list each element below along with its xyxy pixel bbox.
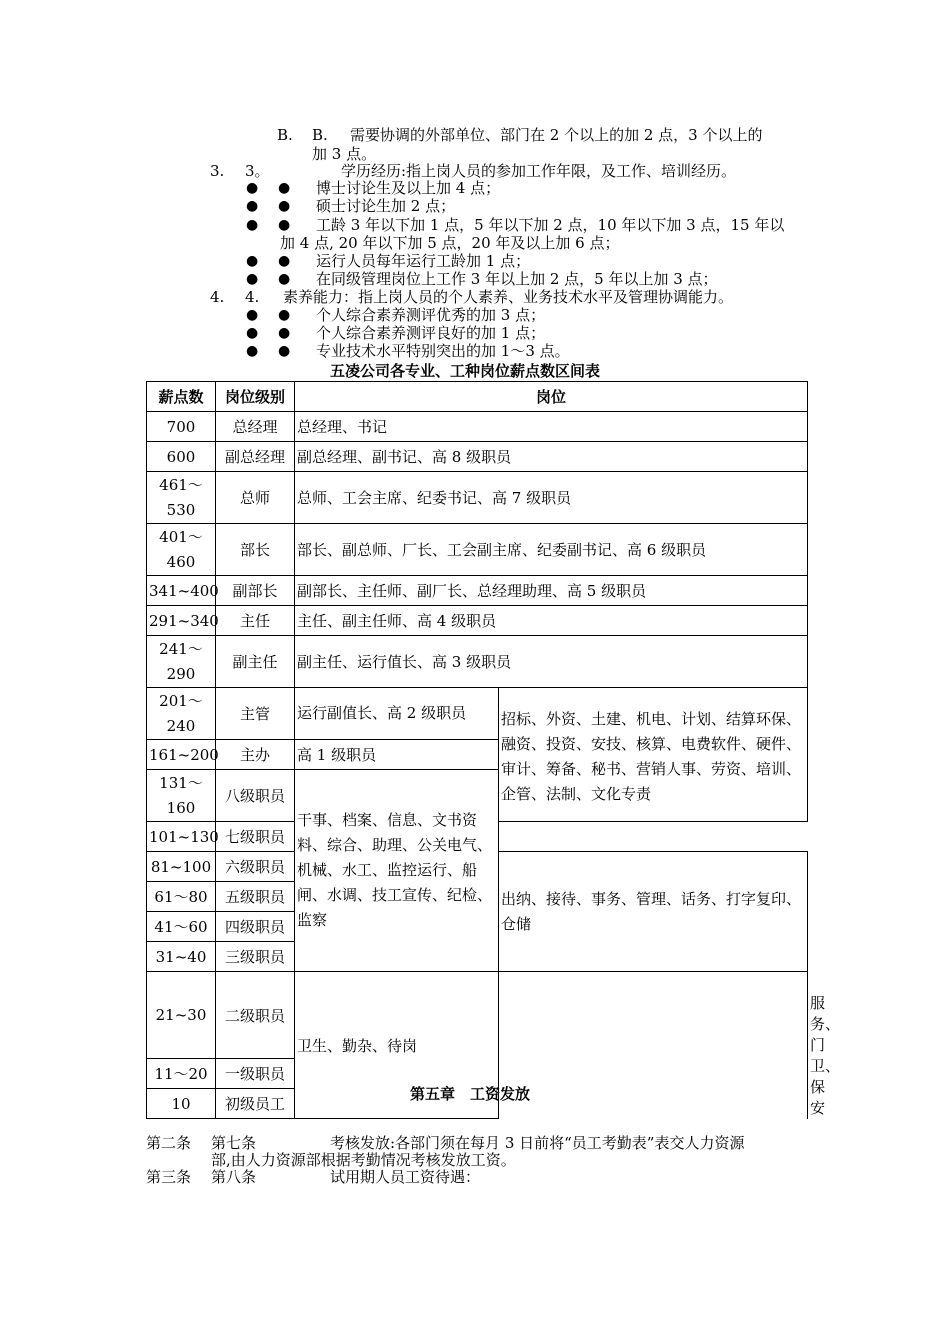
cell-level: 副主任 — [216, 636, 295, 688]
cell-positions: 副总经理、副书记、高 8 级职员 — [295, 442, 808, 472]
cell-level: 八级职员 — [216, 770, 295, 822]
cell-points: 31~40 — [147, 942, 216, 972]
bullet-icon: ● — [246, 325, 259, 341]
item3-marker: 3。 — [245, 162, 270, 180]
cell-level: 二级职员 — [216, 972, 295, 1059]
cell-level: 副总经理 — [216, 442, 295, 472]
cell-points: 401～460 — [147, 524, 216, 576]
bullet3-text: 博士讨论生及以上加 4 点； — [316, 179, 501, 197]
bullet3-text-cont: 加 4 点, 20 年以下加 5 点，20 年及以上加 6 点； — [280, 234, 620, 252]
cell-positions: 部长、副总师、厂长、工会副主席、纪委副书记、高 6 级职员 — [295, 524, 808, 576]
cell-level: 七级职员 — [216, 822, 295, 852]
table-row — [147, 472, 808, 524]
cell-points: 201～240 — [147, 688, 216, 740]
article-seq: 第二条 — [146, 1134, 192, 1152]
cell-level: 三级职员 — [216, 942, 295, 972]
bullet-icon: ● — [246, 180, 259, 196]
cell-functions-service: 卫生、勤杂、待岗 — [295, 972, 499, 1119]
cell-level: 初级员工 — [216, 1089, 295, 1119]
bullet-icon: ● — [278, 180, 291, 196]
cell-points: 61～80 — [147, 882, 216, 912]
bullet-icon: ● — [246, 307, 259, 323]
cell-positions: 副主任、运行值长、高 3 级职员 — [295, 636, 808, 688]
table-row — [147, 576, 808, 606]
article-number: 第七条 — [211, 1134, 257, 1152]
cell-points: 161~200 — [147, 740, 216, 770]
cell-level: 总经理 — [216, 412, 295, 442]
table-row — [147, 688, 808, 740]
header-points: 薪点数 — [147, 382, 216, 412]
cell-level: 主任 — [216, 606, 295, 636]
table-row — [147, 636, 808, 688]
item4-number: 4. — [210, 288, 225, 306]
cell-positions: 主任、副主任师、高 4 级职员 — [295, 606, 808, 636]
cell-points: 600 — [147, 442, 216, 472]
cell-level: 总师 — [216, 472, 295, 524]
item-b-text-cont: 加 3 点。 — [312, 145, 377, 163]
table-row — [147, 606, 808, 636]
article-seq: 第三条 — [146, 1168, 192, 1186]
cell-points: 101~130 — [147, 822, 216, 852]
cell-functions-management: 招标、外资、土建、机电、计划、结算环保、融资、投资、安技、核算、电费软件、硬件、审计、筹备、秘书、营销人事、劳资、培训、企管、法制、文化专责 — [499, 688, 808, 822]
cell-positions-staff-group: 干事、档案、信息、文书资料、综合、助理、公关电气、机械、水工、监控运行、船闸、水调、技工宣传、纪检、监察 — [295, 770, 499, 972]
item4-text: 素养能力：指上岗人员的个人素养、业务技术水平及管理协调能力。 — [283, 288, 734, 306]
cell-points: 21~30 — [147, 972, 216, 1059]
table-header-row — [147, 382, 808, 412]
cell-positions: 总师、工会主席、纪委书记、高 7 级职员 — [295, 472, 808, 524]
header-position: 岗位 — [295, 382, 808, 412]
table-row — [147, 972, 808, 1059]
bullet-icon: ● — [246, 198, 259, 214]
cell-points: 11～20 — [147, 1059, 216, 1089]
table-row — [147, 412, 808, 442]
bullet-icon: ● — [246, 217, 259, 233]
article-text: 试用期人员工资待遇： — [330, 1168, 481, 1186]
bullet-icon: ● — [246, 253, 259, 269]
cell-positions: 总经理、书记 — [295, 412, 808, 442]
bullet4-text: 个人综合素养测评优秀的加 3 点； — [316, 306, 546, 324]
cell-points: 131～160 — [147, 770, 216, 822]
cell-functions-clerical: 出纳、接待、事务、管理、话务、打字复印、仓储 — [499, 852, 808, 972]
bullet4-text: 专业技术水平特别突出的加 1～3 点。 — [316, 342, 570, 360]
cell-points: 10 — [147, 1089, 216, 1119]
cell-positions: 副部长、主任师、副厂长、总经理助理、高 5 级职员 — [295, 576, 808, 606]
bullet3-text: 在同级管理岗位上工作 3 年以上加 2 点，5 年以上加 3 点； — [316, 270, 718, 288]
item-b-text: 需要协调的外部单位、部门在 2 个以上的加 2 点，3 个以上的 — [350, 126, 763, 144]
chapter-heading: 第五章 工资发放 — [410, 1085, 531, 1103]
cell-points: 341~400 — [147, 576, 216, 606]
bullet3-text: 运行人员每年运行工龄加 1 点； — [316, 252, 531, 270]
article-text: 考核发放:各部门须在每月 3 日前将“员工考勤表”表交人力资源 — [330, 1134, 745, 1152]
bullet-icon: ● — [278, 217, 291, 233]
cell-points: 461～530 — [147, 472, 216, 524]
cell-points: 41～60 — [147, 912, 216, 942]
cell-level: 主办 — [216, 740, 295, 770]
bullet3-text: 工龄 3 年以下加 1 点，5 年以下加 2 点，10 年以下加 3 点，15 年以 — [316, 216, 785, 234]
bullet-icon: ● — [278, 343, 291, 359]
item-b-marker: B. — [312, 126, 328, 144]
table-row — [147, 524, 808, 576]
article-text-cont: 部,由人力资源部根据考勤情况考核发放工资。 — [211, 1151, 516, 1169]
table-row: 31~40 三级职员 服务、门卫、保安 — [147, 942, 808, 972]
cell-points: 81~100 — [147, 852, 216, 882]
cell-level: 副部长 — [216, 576, 295, 606]
cell-positions: 运行副值长、高 2 级职员 — [295, 688, 499, 740]
item3-text: 学历经历:指上岗人员的参加工作年限，及工作、培训经历。 — [341, 162, 737, 180]
bullet3-text: 硕士讨论生加 2 点； — [316, 197, 456, 215]
bullet-icon: ● — [278, 253, 291, 269]
cell-points: 700 — [147, 412, 216, 442]
bullet-icon: ● — [278, 271, 291, 287]
salary-points-table — [146, 381, 841, 1119]
table-title: 五凌公司各专业、工种岗位薪点数区间表 — [330, 362, 601, 380]
bullet-icon: ● — [246, 343, 259, 359]
table-row — [147, 442, 808, 472]
cell-points: 241～290 — [147, 636, 216, 688]
article-number: 第八条 — [211, 1168, 257, 1186]
cell-points: 291~340 — [147, 606, 216, 636]
cell-level: 六级职员 — [216, 852, 295, 882]
bullet-icon: ● — [246, 271, 259, 287]
cell-positions: 高 1 级职员 — [295, 740, 499, 770]
cell-level: 五级职员 — [216, 882, 295, 912]
cell-level: 四级职员 — [216, 912, 295, 942]
cell-level: 主管 — [216, 688, 295, 740]
cell-level: 部长 — [216, 524, 295, 576]
header-level: 岗位级别 — [216, 382, 295, 412]
item3-number: 3. — [210, 162, 225, 180]
bullet4-text: 个人综合素养测评良好的加 1 点； — [316, 324, 546, 342]
bullet-icon: ● — [278, 325, 291, 341]
item-b-prefix: B. — [277, 126, 293, 144]
bullet-icon: ● — [278, 307, 291, 323]
bullet-icon: ● — [278, 198, 291, 214]
item4-marker: 4. — [245, 288, 260, 306]
cell-level: 一级职员 — [216, 1059, 295, 1089]
